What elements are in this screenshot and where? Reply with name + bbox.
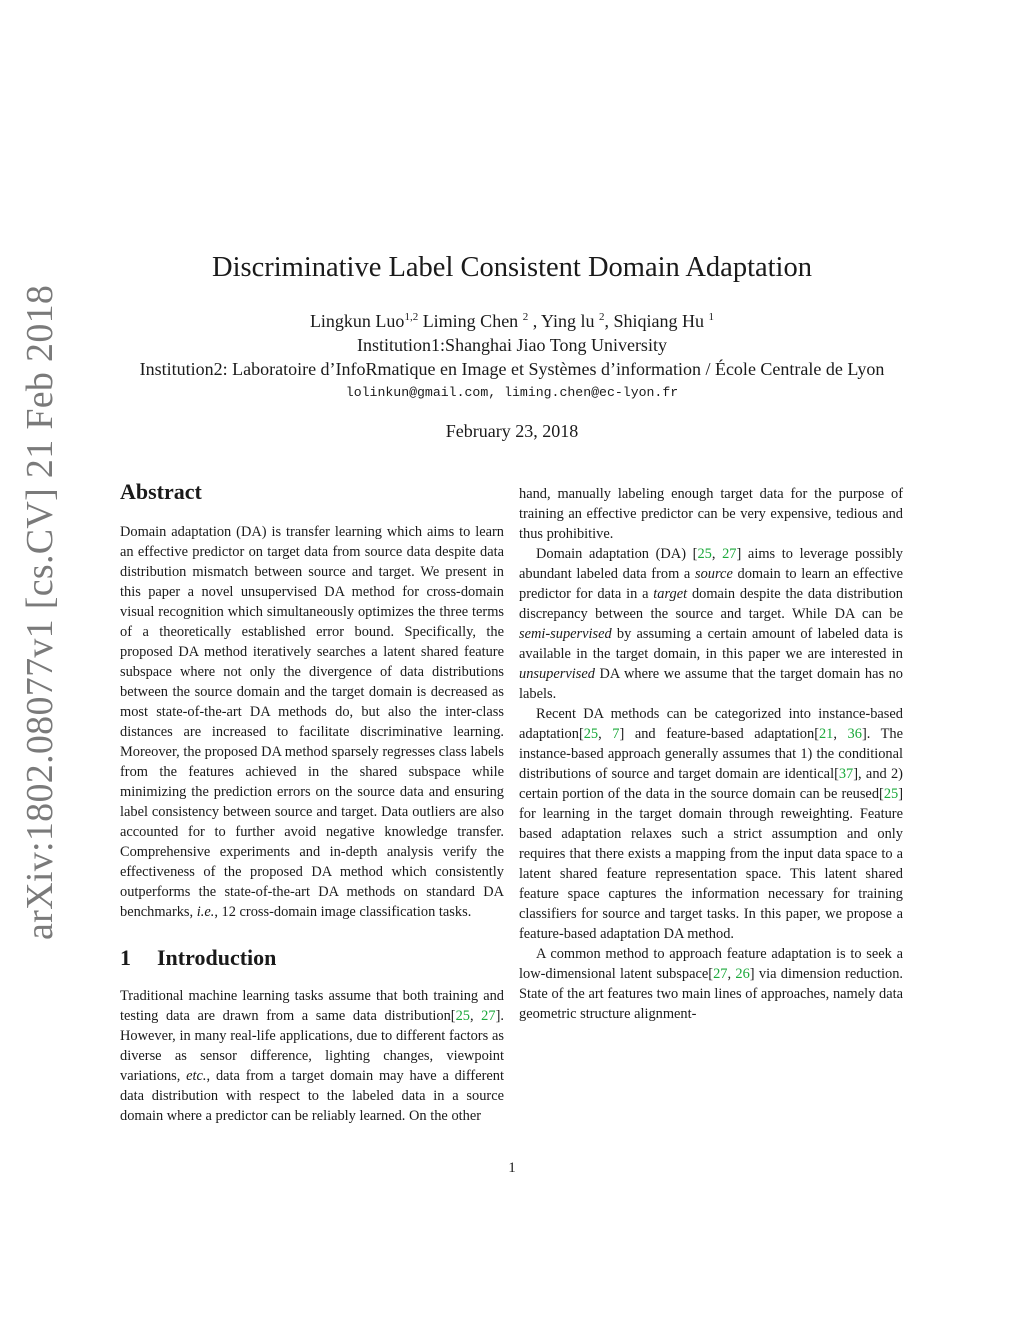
citation-link[interactable]: 36 xyxy=(847,726,862,742)
author-line xyxy=(0,309,1024,333)
intro-paragraph-1: Traditional machine learning tasks assume that both training and testing data are drawn from a same data distribution[25, 27]. However, in many real-life applications, due to different factors as diverse as sensor difference, lighting changes, viewpoint variations, etc., data from a target domain may have a different data distribution with respect to the labeled data in a source domain where a predictor can be reliably learned. On the other xyxy=(120,988,504,1124)
abstract-heading: Abstract xyxy=(120,479,202,504)
citation-link[interactable]: 25 xyxy=(583,726,599,742)
citation-link[interactable]: 26 xyxy=(735,966,750,982)
citation-link[interactable]: 27 xyxy=(713,966,728,982)
intro-paragraph-2: Domain adaptation (DA) [25, 27] aims to leverage possibly abundant labeled data from a source domain to learn an effective predictor for data in a target domain despite the data distribution discrepancy between the source and target. While DA can be semi-supervised by assuming a certain amount of labeled data is available in the target domain, in this paper we are interested in unsupervised DA where we assume that the target domain has no labels. xyxy=(519,546,903,702)
author-emails: lolinkun@gmail.com, liming.chen@ec-lyon.fr xyxy=(345,385,679,400)
arxiv-identifier: arXiv:1802.08077v1 [cs.CV] 21 Feb 2018 xyxy=(19,284,61,940)
author-affiliation-mark: 2 xyxy=(599,311,605,323)
left-column xyxy=(120,478,504,1126)
author-name: , Shiqiang Hu xyxy=(604,311,709,331)
author-name: Lingkun Luo xyxy=(309,311,405,331)
citation-link[interactable]: 27 xyxy=(481,1008,496,1024)
paper-date: February 23, 2018 xyxy=(445,421,579,441)
institution-2: Institution2: Laboratoire d’InfoRmatique en Image et Systèmes d’information / École Centrale de Lyon xyxy=(139,359,885,379)
citation-link[interactable]: 21 xyxy=(818,726,834,742)
intro-paragraph-4: A common method to approach feature adaptation is to seek a low-dimensional latent subspace[27, 26] via dimension reduction. State of the art features two main lines of approaches, namely data geometric structure alignment- xyxy=(519,946,903,1022)
section-title: Introduction xyxy=(157,945,277,970)
author-block xyxy=(0,309,1024,381)
introduction-heading xyxy=(120,944,504,972)
citation-link[interactable]: 25 xyxy=(697,546,712,562)
citation-link[interactable]: 7 xyxy=(612,726,620,742)
citation-link[interactable]: 25 xyxy=(455,1008,470,1024)
right-column xyxy=(519,484,903,1024)
author-affiliation-mark: 1 xyxy=(708,311,715,323)
author-name: Liming Chen xyxy=(418,311,523,331)
author-name: , Ying lu xyxy=(528,311,600,331)
paper-title: Discriminative Label Consistent Domain Adaptation xyxy=(212,252,812,283)
author-affiliation-mark: 2 xyxy=(522,311,529,323)
institution-1: Institution1:Shanghai Jiao Tong University xyxy=(357,335,667,355)
page-number: 1 xyxy=(508,1160,516,1176)
intro-paragraph-1-continued: hand, manually labeling enough target data for the purpose of training an effective predictor can be very expensive, tedious and thus prohibitive. xyxy=(519,486,904,542)
citation-link[interactable]: 27 xyxy=(722,546,737,562)
citation-link[interactable]: 37 xyxy=(838,766,854,782)
citation-link[interactable]: 25 xyxy=(883,786,899,802)
author-affiliation-mark: 1,2 xyxy=(404,311,419,323)
intro-paragraph-3: Recent DA methods can be categorized into instance-based adaptation[25, 7] and feature-based adaptation[21, 36]. The instance-based approach generally assumes that 1) the conditional distributions of source and target domain are identical[37], and 2) certain portion of the data in the source domain can be reused[25] for learning in the target domain through reweighting. Feature based adaptation relaxes such a strict assumption and only requires that there exists a mapping from the input data space to a latent shared feature representation space. This latent shared feature space captures the information necessary for training classifiers for source and target tasks. In this paper, we propose a feature-based adaptation DA method. xyxy=(519,706,904,942)
abstract-text: Domain adaptation (DA) is transfer learning which aims to learn an effective predictor on target data from source data despite data distribution mismatch between source and target. We present in this paper a novel unsupervised DA method for cross-domain visual recognition which simultaneously optimizes the three terms of a theoretically established error bound. Specifically, the proposed DA method iteratively searches a latent shared feature subspace where not only the divergence of data distributions between the source domain and the target domain is decreased as most state-of-the-art DA methods do, but also the inter-class distances are increased to facilitate discriminative learning. Moreover, the proposed DA method sparsely regresses class labels from the features achieved in the shared subspace while minimizing the prediction errors on the source data and ensuring label consistency between source and target. Data outliers are also accounted for to further avoid negative knowledge transfer. Comprehensive experiments and in-depth analysis verify the effectiveness of the proposed DA method which consistently outperforms the state-of-the-art DA methods on standard DA benchmarks, i.e., 12 cross-domain image classification tasks. xyxy=(120,524,504,920)
section-number: 1 xyxy=(120,945,131,970)
